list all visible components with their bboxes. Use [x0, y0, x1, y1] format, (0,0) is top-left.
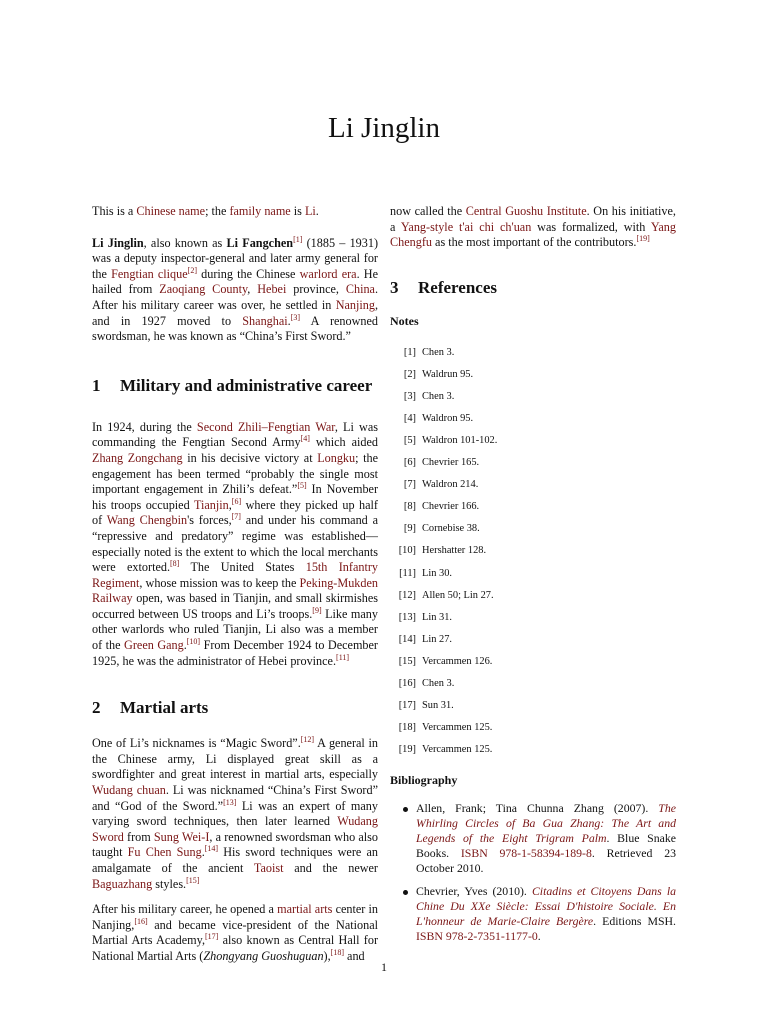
note-item — [390, 673, 676, 695]
note-text: Chevrier 165. — [422, 457, 480, 469]
text-run: Chevrier, Yves (2010). — [416, 883, 532, 898]
military-paragraph — [92, 420, 378, 670]
wiki-link[interactable]: Fengtian clique — [111, 266, 188, 281]
text-run: Like many other warlords who ruled Tianjin, Li also was a member of the — [92, 606, 378, 653]
section-heading-military — [92, 375, 378, 396]
note-text: Chen 3. — [422, 346, 455, 358]
note-text: Waldron 214. — [422, 479, 479, 491]
note-number[interactable]: [7] — [403, 479, 416, 491]
text-run: open, was based in Tianjin, and small skirmishes occurred between US troops and Li’s troops. — [92, 591, 378, 621]
note-text: Waldron 101-102. — [422, 435, 498, 446]
bibliography-item — [390, 801, 676, 876]
note-item — [390, 562, 676, 584]
citation-link[interactable]: [13] — [223, 797, 237, 807]
text-run: Zhongyang Guoshuguan — [203, 948, 324, 963]
note-number[interactable]: [11] — [399, 567, 416, 579]
note-item — [390, 452, 676, 474]
wiki-link[interactable]: Peking-Mukden Railway — [92, 575, 378, 606]
wiki-link[interactable]: Longku — [317, 450, 356, 465]
notes-heading: Notes — [390, 313, 419, 328]
note-number[interactable]: [4] — [403, 412, 416, 424]
text-run: center in Nanjing, — [92, 902, 378, 932]
text-run: in his decisive victory at — [182, 450, 318, 465]
text-run: , and in 1927 moved to — [92, 297, 378, 328]
text-run: also known as Central Hall for National Martial Arts ( — [92, 933, 378, 963]
wiki-link[interactable]: Green Gang — [124, 638, 184, 653]
wiki-link[interactable]: Citadins et Citoyens Dans la Chine Du XXe Siècle: Essai D'histoire Sociale. En L'honneur de Marie-Claire Bergère — [416, 883, 677, 928]
text-run: ; the engagement has been termed “probably the single most important engagement in Zhili’s defeat.” — [92, 450, 378, 497]
note-item — [390, 540, 676, 562]
text-run: (1885 – 1931) was a deputy inspector-general and later army general for the — [92, 235, 379, 281]
note-text: Vercammen 125. — [422, 722, 493, 734]
left-column — [92, 204, 378, 975]
text-run: , — [228, 497, 232, 512]
note-number[interactable]: [12] — [398, 589, 416, 601]
text-run: . He hailed from — [92, 266, 378, 297]
page-title: Li Jinglin — [328, 112, 440, 144]
text-run: , — [247, 282, 258, 297]
note-number[interactable]: [3] — [403, 390, 416, 402]
text-run: . After his military career was over, he settled in — [92, 282, 379, 312]
note-item — [390, 430, 676, 452]
citation-link[interactable]: [3] — [290, 312, 301, 322]
citation-link[interactable]: [5] — [297, 481, 307, 491]
citation-link[interactable]: [12] — [300, 735, 315, 745]
text-run: In November his troops occupied — [92, 482, 379, 512]
text-run: 's forces, — [187, 513, 232, 528]
wiki-link[interactable]: ISBN 978-1-58394-189-8 — [460, 845, 592, 860]
text-run: now called the — [390, 204, 466, 218]
citation-link[interactable]: [4] — [300, 434, 310, 444]
text-run: Li was an expert of many varying sword techniques, then later learned — [92, 798, 378, 829]
wiki-link[interactable]: Yang-style t'ai chi ch'uan — [400, 219, 532, 234]
wiki-link[interactable]: Wudang chuan — [92, 783, 166, 798]
section-heading-martial-arts — [92, 697, 378, 718]
text-run: from — [123, 829, 154, 844]
wiki-link[interactable]: 15th Infantry Regiment — [92, 560, 378, 590]
text-run: ; the — [205, 204, 230, 218]
text-run: . Editions MSH. — [593, 913, 676, 928]
note-text: Hershatter 128. — [422, 545, 487, 557]
hatnote — [92, 204, 378, 220]
text-run: ), — [323, 948, 331, 963]
text-run: Li Fangchen — [226, 235, 294, 250]
wiki-link[interactable]: Second Zhili–Fengtian War — [196, 419, 335, 434]
text-run: is — [290, 204, 305, 218]
note-item — [390, 341, 676, 363]
note-number[interactable]: [13] — [398, 611, 416, 623]
citation-link[interactable]: [14] — [204, 844, 219, 854]
note-item — [390, 386, 676, 408]
note-text: Lin 27. — [422, 633, 453, 645]
note-text: Cornebise 38. — [422, 523, 480, 535]
text-run: styles. — [152, 876, 187, 891]
text-run: . On his initiative, a — [390, 204, 676, 234]
wiki-link[interactable]: Fu Chen Sung — [127, 845, 202, 860]
note-text: Lin 31. — [422, 611, 453, 623]
citation-link[interactable]: [10] — [186, 637, 201, 646]
right-column — [390, 204, 676, 952]
text-run: , Li was commanding the Fengtian Second Army — [92, 419, 378, 450]
note-item — [390, 695, 676, 717]
section-number: 3 — [390, 277, 399, 297]
martial-arts-paragraph-2-continued — [390, 204, 676, 251]
section-number: 2 — [92, 698, 101, 718]
martial-arts-paragraph — [92, 736, 378, 892]
citation-link[interactable]: [9] — [312, 605, 322, 615]
note-item — [390, 629, 676, 651]
wiki-link[interactable]: Zaoqiang County — [159, 282, 248, 297]
martial-arts-paragraph-2 — [92, 902, 378, 964]
text-run: and the newer — [283, 861, 378, 875]
text-run: . Blue Snake Books. — [416, 830, 676, 860]
text-run: His sword techniques were an amalgamate of the ancient — [92, 845, 378, 875]
note-text: Vercammen 126. — [422, 655, 493, 667]
bibliography-heading: Bibliography — [390, 773, 458, 788]
text-run: , whose mission was to keep the — [139, 575, 300, 590]
wiki-link[interactable]: Wudang Sword — [92, 814, 378, 844]
wiki-link[interactable]: Sung Wei-I — [153, 829, 210, 844]
wiki-link[interactable]: warlord era — [299, 266, 357, 281]
note-number[interactable]: [19] — [398, 744, 416, 756]
wiki-link[interactable]: China — [345, 282, 375, 297]
text-run: This is a — [92, 204, 137, 218]
section-heading-references — [390, 277, 676, 298]
wiki-link[interactable]: Chinese name — [136, 204, 206, 218]
citation-link[interactable]: [7] — [231, 512, 241, 522]
citation-link[interactable]: [17] — [205, 932, 219, 942]
citation-link[interactable]: [16] — [134, 916, 148, 926]
note-number[interactable]: [5] — [403, 435, 416, 446]
text-run: was formalized, with — [531, 219, 651, 234]
wiki-link[interactable]: Shanghai — [242, 313, 288, 328]
wiki-link[interactable]: The Whirling Circles of Ba Gua Zhang: The Art and Legends of the Eight Trigram Palm — [416, 800, 676, 845]
notes-list — [390, 341, 676, 761]
bibliography-item — [390, 884, 676, 944]
note-number[interactable]: [9] — [403, 523, 416, 535]
wiki-link[interactable]: Nanjing — [335, 297, 375, 312]
text-run: , also known as — [143, 235, 227, 250]
note-item — [390, 518, 676, 540]
citation-link[interactable]: [19] — [636, 234, 650, 244]
note-number[interactable]: [2] — [403, 368, 416, 380]
citation-link[interactable]: [1] — [293, 234, 303, 244]
note-text: Chevrier 166. — [422, 501, 480, 513]
note-number[interactable]: [16] — [398, 678, 416, 690]
note-number[interactable]: [1] — [403, 346, 416, 358]
note-item — [390, 408, 676, 430]
text-run: and — [343, 948, 365, 963]
wiki-link[interactable]: Taoist — [253, 861, 284, 875]
section-title: Military and administrative career — [120, 375, 373, 395]
text-run: . — [287, 313, 291, 328]
wiki-link[interactable]: Wang Chengbin — [106, 513, 188, 528]
note-number[interactable]: [15] — [398, 655, 416, 667]
text-run: , a renowned swordsman who also taught — [92, 829, 378, 860]
note-text: Waldron 95. — [422, 412, 474, 424]
text-run: . — [537, 928, 541, 943]
lead-paragraph — [92, 236, 378, 345]
wiki-link[interactable]: Tianjin — [193, 497, 229, 512]
wiki-link[interactable]: Yang Chengfu — [390, 219, 676, 250]
text-run: and became vice-president of the National Martial Arts Academy, — [92, 917, 378, 948]
text-run: A renowned swordsman, he was known as “China’s First Sword.” — [92, 313, 378, 344]
text-run: and under his command a “repressive and predatory” regime was established—especially noted is the extent to which the local merchants were extorted. — [92, 513, 378, 575]
text-run: The United States — [179, 560, 306, 575]
text-run: One of Li’s nicknames is “Magic Sword”. — [92, 736, 301, 751]
note-item — [390, 651, 676, 673]
section-number: 1 — [92, 375, 101, 395]
note-number[interactable]: [10] — [398, 545, 416, 557]
note-number[interactable]: [14] — [398, 633, 416, 645]
text-run: . Retrieved 23 October 2010. — [416, 845, 676, 875]
text-run: as the most important of the contributors. — [431, 235, 637, 250]
note-item — [390, 717, 676, 739]
text-run: A general in the Chinese army, Li displayed great skill as a swordfighter and great interest in martial arts, especially — [92, 736, 378, 782]
text-run: In 1924, during the — [92, 419, 197, 434]
text-run: where they picked up half of — [92, 497, 378, 528]
text-run: Allen, Frank; Tina Chunna Zhang (2007). — [416, 800, 659, 815]
wiki-link[interactable]: Li — [304, 204, 316, 218]
wiki-link[interactable]: family name — [229, 204, 291, 218]
note-number[interactable]: [8] — [403, 501, 416, 513]
wiki-link[interactable]: Zhang Zongchang — [92, 450, 183, 465]
text-run: province, — [286, 282, 346, 297]
text-run: From December 1924 to December 1925, he was the administrator of Hebei province. — [92, 638, 378, 668]
note-text: Sun 31. — [422, 700, 454, 712]
section-title: References — [418, 277, 497, 297]
note-text: Lin 30. — [422, 567, 453, 579]
note-number[interactable]: [17] — [398, 700, 416, 712]
citation-link[interactable]: [15] — [186, 875, 200, 885]
text-run: After his military career, he opened a — [92, 902, 278, 917]
wiki-link[interactable]: martial arts — [277, 902, 333, 917]
text-run: . — [183, 638, 187, 653]
text-run: . — [315, 204, 319, 218]
wiki-link[interactable]: ISBN 978-2-7351-1177-0 — [416, 928, 538, 943]
text-run: . Li was nicknamed “China’s First Sword” and “God of the Sword.” — [92, 783, 378, 813]
wiki-link[interactable]: Central Guoshu Institute — [465, 204, 587, 218]
note-text: Chen 3. — [422, 678, 455, 690]
citation-link[interactable]: [6] — [231, 496, 242, 506]
note-item — [390, 584, 676, 606]
wiki-link[interactable]: Baguazhang — [92, 876, 153, 891]
note-item — [390, 607, 676, 629]
note-number[interactable]: [18] — [398, 722, 416, 734]
note-item — [390, 739, 676, 761]
text-run: during the Chinese — [196, 266, 300, 281]
bibliography-list — [390, 801, 676, 944]
citation-link[interactable]: [18] — [330, 947, 344, 957]
note-text: Waldrun 95. — [422, 368, 474, 380]
note-item — [390, 474, 676, 496]
citation-link[interactable]: [2] — [187, 265, 197, 275]
note-text: Vercammen 125. — [422, 744, 493, 756]
note-item — [390, 363, 676, 385]
text-run: . — [201, 845, 205, 860]
text-run: which aided — [309, 435, 378, 450]
page-number: 1 — [381, 960, 387, 974]
citation-link[interactable]: [11] — [336, 652, 350, 662]
note-text: Chen 3. — [422, 390, 455, 402]
citation-link[interactable]: [8] — [170, 559, 180, 569]
note-text: Allen 50; Lin 27. — [422, 589, 494, 601]
wiki-link[interactable]: Hebei — [257, 282, 287, 297]
note-number[interactable]: [6] — [403, 457, 416, 469]
note-item — [390, 496, 676, 518]
section-title: Martial arts — [120, 698, 209, 718]
text-run: Li Jinglin — [92, 235, 144, 250]
